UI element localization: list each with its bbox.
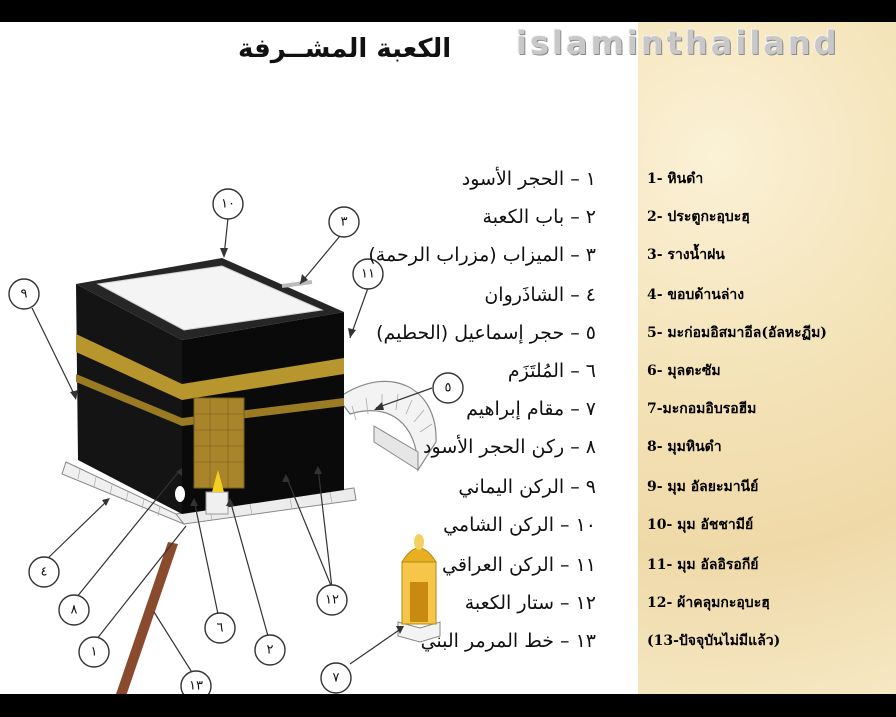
- legend-thai-9: 9- มุม อัลยะมานีย์: [647, 479, 759, 495]
- diagram-title: الكعبة المشــرفة: [238, 34, 452, 64]
- callout-label-13: ١٣: [189, 678, 203, 694]
- legend-arabic-11: ١١ – الركن العراقي: [441, 554, 596, 576]
- legend-arabic-12: ١٢ – ستار الكعبة: [464, 592, 596, 614]
- legend-thai-10: 10- มุม อัชชามีย์: [647, 517, 754, 533]
- legend-thai-8: 8- มุมหินดำ: [647, 439, 722, 455]
- callout-6: [205, 613, 235, 643]
- legend-thai-12: 12- ผ้าคลุมกะอฺบะฮฺ: [647, 595, 770, 611]
- callout-label-9: ٩: [20, 286, 28, 302]
- callout-label-5: ٥: [444, 380, 452, 396]
- legend-arabic-6: ٦ – المُلتَزَم: [507, 360, 596, 382]
- callout-1: [79, 637, 109, 667]
- legend-arabic-2: ٢ – باب الكعبة: [482, 206, 596, 228]
- legend-arabic-4: ٤ – الشاذَروان: [484, 284, 596, 306]
- callout-12: [317, 585, 347, 615]
- kaaba-cube: [76, 258, 344, 514]
- callout-label-11: ١١: [361, 266, 375, 282]
- callout-label-10: ١٠: [221, 196, 235, 212]
- mizab-gutter: [282, 282, 312, 286]
- callout-4: [29, 557, 59, 587]
- legend-arabic-13: ١٣ – خط المرمر البني: [420, 630, 596, 652]
- callout-label-6: ٦: [216, 620, 224, 636]
- callout-5: [433, 373, 463, 403]
- maqam-ibrahim: [398, 534, 440, 642]
- callout-7: [321, 663, 351, 693]
- callout-label-4: ٤: [40, 564, 48, 580]
- callout-label-1: ١: [90, 644, 98, 660]
- legend-arabic-7: ٧ – مقام إبراهيم: [466, 398, 596, 420]
- hijr-ismail-wall: [338, 381, 436, 470]
- legend-thai-7: 7-มะกอมอิบรอฮีม: [647, 401, 757, 417]
- legend-thai-4: 4- ขอบด้านล่าง: [647, 287, 745, 303]
- callout-label-8: ٨: [70, 602, 78, 618]
- legend-thai-11: 11- มุม อัลอิรอกีย์: [647, 557, 759, 573]
- callout-13: [181, 671, 211, 694]
- watermark: islaminthailand: [516, 24, 840, 62]
- callout-label-7: ٧: [332, 670, 340, 686]
- legend-arabic-8: ٨ – ركن الحجر الأسود: [423, 436, 596, 458]
- callout-9: [9, 279, 39, 309]
- diagram-panel: [0, 22, 896, 694]
- legend-arabic-9: ٩ – الركن اليماني: [458, 476, 596, 498]
- callout-2: [255, 635, 285, 665]
- legend-arabic-3: ٣ – الميزاب (مزراب الرحمة): [368, 244, 596, 266]
- marble-strip: [114, 542, 178, 694]
- legend-arabic-1: ١ – الحجر الأسود: [461, 168, 596, 190]
- callout-label-2: ٢: [266, 642, 274, 658]
- legend-thai-1: 1- หินดำ: [647, 171, 704, 187]
- legend-thai-3: 3- รางน้ำฝน: [647, 247, 725, 263]
- callout-10: [213, 189, 243, 219]
- callout-label-3: ٣: [340, 214, 348, 230]
- legend-arabic-5: ٥ – حجر إسماعيل (الحطيم): [376, 322, 596, 344]
- legend-thai-13: (13-ปัจจุบันไม่มีแล้ว): [647, 633, 781, 649]
- callout-3: [329, 207, 359, 237]
- legend-thai-6: 6- มุลตะซัม: [647, 363, 721, 379]
- legend-arabic-10: ١٠ – الركن الشامي: [443, 514, 596, 536]
- callout-label-12: ١٢: [325, 592, 339, 608]
- callout-8: [59, 595, 89, 625]
- legend-thai-2: 2- ประตูกะอฺบะฮฺ: [647, 209, 750, 225]
- legend-thai-5: 5- มะก่อมอิสมาอีล(อัลหะฏีม): [647, 325, 827, 341]
